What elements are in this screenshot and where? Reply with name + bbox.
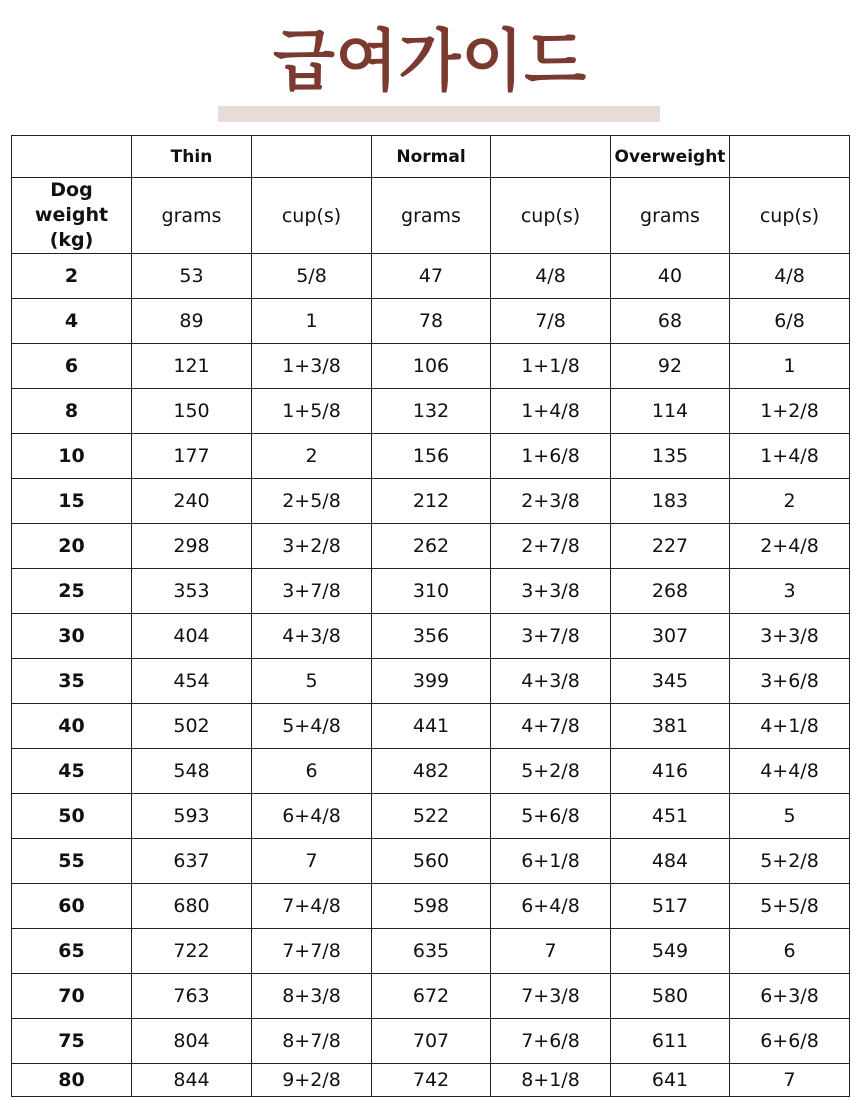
thin-grams-cell: 53 xyxy=(132,254,252,299)
overweight-cups-cell: 5+2/8 xyxy=(730,839,850,884)
normal-grams-cell: 672 xyxy=(372,974,491,1019)
overweight-cups-cell: 6+3/8 xyxy=(730,974,850,1019)
normal-cups-cell: 4+7/8 xyxy=(491,704,611,749)
category-header-row xyxy=(12,136,850,178)
thin-cups-cell: 1+3/8 xyxy=(252,344,372,389)
normal-cups-cell: 6+4/8 xyxy=(491,884,611,929)
page-title: 급여가이드 xyxy=(272,23,588,101)
normal-grams-cell: 132 xyxy=(372,389,491,434)
thin-grams-cell: 89 xyxy=(132,299,252,344)
thin-cups-cell: 2 xyxy=(252,434,372,479)
normal-cups-cell: 7 xyxy=(491,929,611,974)
normal-grams-cell: 106 xyxy=(372,344,491,389)
thin-grams-cell: 353 xyxy=(132,569,252,614)
normal-cups-cell: 2+7/8 xyxy=(491,524,611,569)
normal-grams-cell: 212 xyxy=(372,479,491,524)
normal-cups-cell: 1+6/8 xyxy=(491,434,611,479)
table-row xyxy=(12,749,850,794)
dog-weight-cell: 45 xyxy=(12,749,132,794)
dog-weight-cell: 75 xyxy=(12,1019,132,1064)
thin-grams-cell: 680 xyxy=(132,884,252,929)
normal-grams-cell: 635 xyxy=(372,929,491,974)
thin-grams-cell: 502 xyxy=(132,704,252,749)
table-body xyxy=(12,136,850,1097)
category-header-blank xyxy=(730,136,850,178)
overweight-grams-cell: 114 xyxy=(611,389,730,434)
table-row xyxy=(12,974,850,1019)
dog-weight-cell: 70 xyxy=(12,974,132,1019)
category-header-blank xyxy=(12,136,132,178)
thin-cups-cell: 5/8 xyxy=(252,254,372,299)
overweight-cups-cell: 3 xyxy=(730,569,850,614)
overweight-cups-cell: 6+6/8 xyxy=(730,1019,850,1064)
thin-grams-cell: 844 xyxy=(132,1064,252,1097)
overweight-cups-cell: 6 xyxy=(730,929,850,974)
normal-cups-cell: 7/8 xyxy=(491,299,611,344)
table-row xyxy=(12,1019,850,1064)
normal-cups-cell: 3+7/8 xyxy=(491,614,611,659)
normal-grams-cell: 310 xyxy=(372,569,491,614)
table-row xyxy=(12,704,850,749)
overweight-cups-cell: 1+4/8 xyxy=(730,434,850,479)
overweight-cups-cell: 1+2/8 xyxy=(730,389,850,434)
thin-grams-cell: 150 xyxy=(132,389,252,434)
table-row xyxy=(12,434,850,479)
overweight-grams-cell: 641 xyxy=(611,1064,730,1097)
overweight-grams-cell: 580 xyxy=(611,974,730,1019)
overweight-cups-cell: 5+5/8 xyxy=(730,884,850,929)
normal-cups-cell: 3+3/8 xyxy=(491,569,611,614)
thin-grams-cell: 240 xyxy=(132,479,252,524)
unit-header-overweight-grams: grams xyxy=(611,178,730,254)
thin-grams-cell: 804 xyxy=(132,1019,252,1064)
overweight-cups-cell: 1 xyxy=(730,344,850,389)
overweight-cups-cell: 2 xyxy=(730,479,850,524)
thin-cups-cell: 1 xyxy=(252,299,372,344)
thin-grams-cell: 593 xyxy=(132,794,252,839)
overweight-grams-cell: 40 xyxy=(611,254,730,299)
dog-weight-header: Dog weight (kg) xyxy=(12,178,132,254)
normal-grams-cell: 560 xyxy=(372,839,491,884)
overweight-grams-cell: 451 xyxy=(611,794,730,839)
normal-grams-cell: 356 xyxy=(372,614,491,659)
unit-header-row xyxy=(12,178,850,254)
overweight-grams-cell: 92 xyxy=(611,344,730,389)
thin-cups-cell: 1+5/8 xyxy=(252,389,372,434)
normal-cups-cell: 1+1/8 xyxy=(491,344,611,389)
dog-weight-cell: 35 xyxy=(12,659,132,704)
thin-grams-cell: 637 xyxy=(132,839,252,884)
dog-weight-cell: 2 xyxy=(12,254,132,299)
category-header-overweight: Overweight xyxy=(611,136,730,178)
dog-weight-cell: 80 xyxy=(12,1064,132,1097)
thin-cups-cell: 7+7/8 xyxy=(252,929,372,974)
dog-weight-cell: 4 xyxy=(12,299,132,344)
normal-cups-cell: 8+1/8 xyxy=(491,1064,611,1097)
table-row xyxy=(12,479,850,524)
dog-weight-cell: 8 xyxy=(12,389,132,434)
overweight-grams-cell: 345 xyxy=(611,659,730,704)
overweight-grams-cell: 268 xyxy=(611,569,730,614)
dog-weight-cell: 6 xyxy=(12,344,132,389)
overweight-cups-cell: 3+3/8 xyxy=(730,614,850,659)
table-row xyxy=(12,1064,850,1097)
thin-grams-cell: 454 xyxy=(132,659,252,704)
table-row xyxy=(12,794,850,839)
overweight-cups-cell: 2+4/8 xyxy=(730,524,850,569)
normal-grams-cell: 78 xyxy=(372,299,491,344)
overweight-cups-cell: 3+6/8 xyxy=(730,659,850,704)
normal-grams-cell: 522 xyxy=(372,794,491,839)
normal-cups-cell: 4/8 xyxy=(491,254,611,299)
overweight-grams-cell: 135 xyxy=(611,434,730,479)
table-row xyxy=(12,614,850,659)
table-row xyxy=(12,884,850,929)
overweight-grams-cell: 517 xyxy=(611,884,730,929)
category-header-normal: Normal xyxy=(372,136,491,178)
overweight-grams-cell: 484 xyxy=(611,839,730,884)
overweight-grams-cell: 68 xyxy=(611,299,730,344)
normal-grams-cell: 707 xyxy=(372,1019,491,1064)
dog-weight-cell: 60 xyxy=(12,884,132,929)
overweight-grams-cell: 381 xyxy=(611,704,730,749)
thin-grams-cell: 121 xyxy=(132,344,252,389)
overweight-cups-cell: 7 xyxy=(730,1064,850,1097)
overweight-cups-cell: 5 xyxy=(730,794,850,839)
thin-grams-cell: 548 xyxy=(132,749,252,794)
thin-cups-cell: 8+3/8 xyxy=(252,974,372,1019)
unit-header-overweight-cups: cup(s) xyxy=(730,178,850,254)
thin-cups-cell: 3+2/8 xyxy=(252,524,372,569)
overweight-grams-cell: 611 xyxy=(611,1019,730,1064)
table-row xyxy=(12,299,850,344)
table-row xyxy=(12,389,850,434)
thin-grams-cell: 177 xyxy=(132,434,252,479)
category-header-blank xyxy=(252,136,372,178)
thin-cups-cell: 5+4/8 xyxy=(252,704,372,749)
title-underline-bar xyxy=(218,106,660,122)
thin-cups-cell: 7+4/8 xyxy=(252,884,372,929)
unit-header-normal-grams: grams xyxy=(372,178,491,254)
thin-grams-cell: 722 xyxy=(132,929,252,974)
overweight-grams-cell: 416 xyxy=(611,749,730,794)
dog-weight-cell: 10 xyxy=(12,434,132,479)
table-row xyxy=(12,254,850,299)
normal-grams-cell: 399 xyxy=(372,659,491,704)
feeding-guide-table xyxy=(11,135,850,1097)
thin-cups-cell: 2+5/8 xyxy=(252,479,372,524)
category-header-blank xyxy=(491,136,611,178)
dog-weight-cell: 40 xyxy=(12,704,132,749)
overweight-grams-cell: 227 xyxy=(611,524,730,569)
dog-weight-cell: 15 xyxy=(12,479,132,524)
unit-header-thin-grams: grams xyxy=(132,178,252,254)
unit-header-normal-cups: cup(s) xyxy=(491,178,611,254)
table-row xyxy=(12,344,850,389)
thin-cups-cell: 6+4/8 xyxy=(252,794,372,839)
table-row xyxy=(12,569,850,614)
table-row xyxy=(12,929,850,974)
overweight-cups-cell: 4/8 xyxy=(730,254,850,299)
category-header-thin: Thin xyxy=(132,136,252,178)
dog-weight-cell: 30 xyxy=(12,614,132,659)
normal-cups-cell: 6+1/8 xyxy=(491,839,611,884)
normal-grams-cell: 47 xyxy=(372,254,491,299)
table-row xyxy=(12,839,850,884)
normal-grams-cell: 262 xyxy=(372,524,491,569)
thin-cups-cell: 8+7/8 xyxy=(252,1019,372,1064)
normal-cups-cell: 7+6/8 xyxy=(491,1019,611,1064)
overweight-grams-cell: 183 xyxy=(611,479,730,524)
dog-weight-cell: 25 xyxy=(12,569,132,614)
normal-cups-cell: 2+3/8 xyxy=(491,479,611,524)
thin-grams-cell: 763 xyxy=(132,974,252,1019)
dog-weight-cell: 50 xyxy=(12,794,132,839)
normal-grams-cell: 598 xyxy=(372,884,491,929)
overweight-cups-cell: 6/8 xyxy=(730,299,850,344)
table-row xyxy=(12,524,850,569)
table-row xyxy=(12,659,850,704)
thin-grams-cell: 404 xyxy=(132,614,252,659)
thin-cups-cell: 6 xyxy=(252,749,372,794)
normal-cups-cell: 4+3/8 xyxy=(491,659,611,704)
dog-weight-cell: 20 xyxy=(12,524,132,569)
thin-cups-cell: 7 xyxy=(252,839,372,884)
overweight-cups-cell: 4+1/8 xyxy=(730,704,850,749)
dog-weight-cell: 65 xyxy=(12,929,132,974)
normal-cups-cell: 1+4/8 xyxy=(491,389,611,434)
normal-cups-cell: 7+3/8 xyxy=(491,974,611,1019)
thin-cups-cell: 5 xyxy=(252,659,372,704)
normal-cups-cell: 5+6/8 xyxy=(491,794,611,839)
normal-grams-cell: 156 xyxy=(372,434,491,479)
normal-grams-cell: 482 xyxy=(372,749,491,794)
thin-grams-cell: 298 xyxy=(132,524,252,569)
normal-cups-cell: 5+2/8 xyxy=(491,749,611,794)
thin-cups-cell: 4+3/8 xyxy=(252,614,372,659)
overweight-grams-cell: 307 xyxy=(611,614,730,659)
thin-cups-cell: 9+2/8 xyxy=(252,1064,372,1097)
normal-grams-cell: 441 xyxy=(372,704,491,749)
overweight-cups-cell: 4+4/8 xyxy=(730,749,850,794)
overweight-grams-cell: 549 xyxy=(611,929,730,974)
dog-weight-cell: 55 xyxy=(12,839,132,884)
thin-cups-cell: 3+7/8 xyxy=(252,569,372,614)
unit-header-thin-cups: cup(s) xyxy=(252,178,372,254)
normal-grams-cell: 742 xyxy=(372,1064,491,1097)
